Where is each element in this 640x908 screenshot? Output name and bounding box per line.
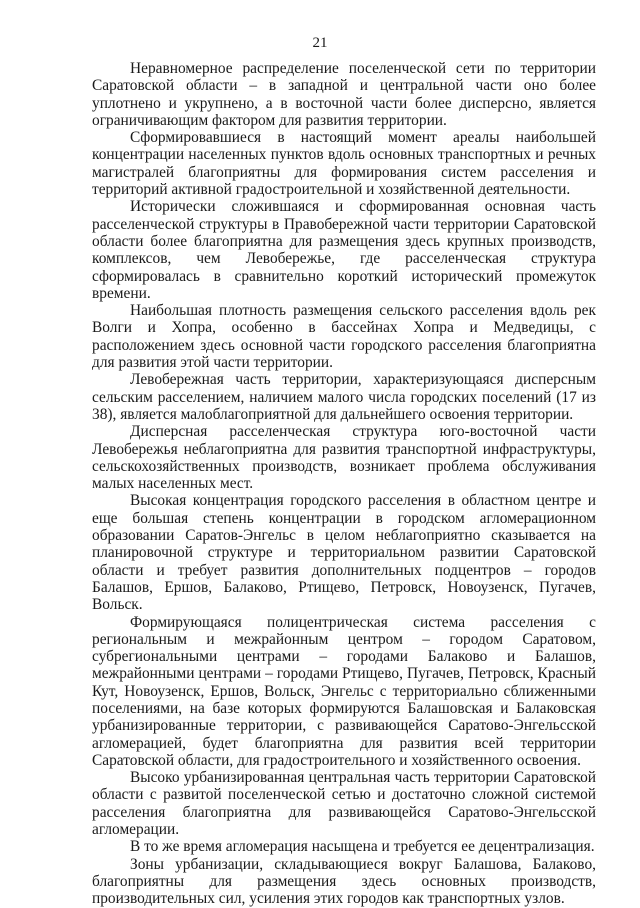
page-number: 21 bbox=[312, 35, 328, 51]
paragraph: В то же время агломерация насыщена и требуется ее децентрализация. bbox=[130, 838, 595, 856]
paragraph: Неравномерное распределение поселенческой сети по территории Саратовской области – в западной и центральной части оно более уплотнено и укрупнено, а в восточной части более дисперсно, является ограничивающим фактором для развития территории. bbox=[92, 60, 596, 129]
paragraph: Левобережная часть территории, характеризующаяся дисперсным сельским расселением, наличием малого числа городских поселений (17 из 38), является малоблагоприятной для дальнейшего освоения территории. bbox=[92, 371, 596, 423]
paragraph: Высоко урбанизированная центральная часть территории Саратовской области с развитой поселенческой сетью и достаточно сложной системой расселения благоприятна для развивающейся Саратово-Энгельсской агломерации. bbox=[92, 769, 596, 839]
paragraph: Исторически сложившаяся и сформированная основная часть расселенческой структуры в Правобережной части территории Саратовской области более благоприятна для размещения здесь крупных производств, комплексов, чем Левобережье, где расселенческая структура сформировалась в сравнительно короткий исторический промежуток времени. bbox=[92, 198, 596, 302]
paragraph: Дисперсная расселенческая структура юго-восточной части Левобережья неблагоприятна для развития транспортной инфраструктуры, сельскохозяйственных производств, возникает проблема обслуживания малых населенных мест. bbox=[92, 423, 596, 493]
paragraph: Зоны урбанизации, складывающиеся вокруг Балашова, Балаково, благоприятны для размещения здесь основных производств, производительных сил, усиления этих городов как транспортных узлов. bbox=[92, 855, 596, 908]
paragraph: Формирующаяся полицентрическая система расселения с региональным и межрайонным центром – городом Саратовом, субрегиональными центрами – городами Балаково и Балашов, межрайонными центрами – городами Ртищево, Пугачев, Петровск, Красный Кут, Новоузенск, Ершов, Вольск, Энгельс с территориально сближенными поселениями, на базе которых формируются Балашовская и Балаковская урбанизированные территории, с развивающейся Саратово-Энгельсской агломерацией, будет благоприятна для развития всей территории Саратовской области, для градостроительного и хозяйственного освоения. bbox=[92, 613, 596, 769]
paragraph: Наибольшая плотность размещения сельского расселения вдоль рек Волги и Хопра, особенно в бассейнах Хопра и Медведицы, с расположением здесь основной части городского расселения благоприятна для развития этой части территории. bbox=[92, 302, 596, 372]
paragraph: Высокая концентрация городского расселения в областном центре и еще большая степень концентрации в городском агломерационном образовании Саратов-Энгельс в целом неблагоприятно сказывается на планировочной структуре и территориальном развитии Саратовской области и требует развития дополнительных подцентров – городов Балашов, Ершов, Балаково, Ртищево, Петровск, Новоузенск, Пугачев, Вольск. bbox=[92, 492, 596, 614]
paragraph: Сформировавшиеся в настоящий момент ареалы наибольшей концентрации населенных пунктов вдоль основных транспортных и речных магистралей благоприятны для формирования систем расселения и территорий активной градостроительной и хозяйственной деятельности. bbox=[92, 129, 596, 199]
document-body bbox=[92, 60, 596, 908]
